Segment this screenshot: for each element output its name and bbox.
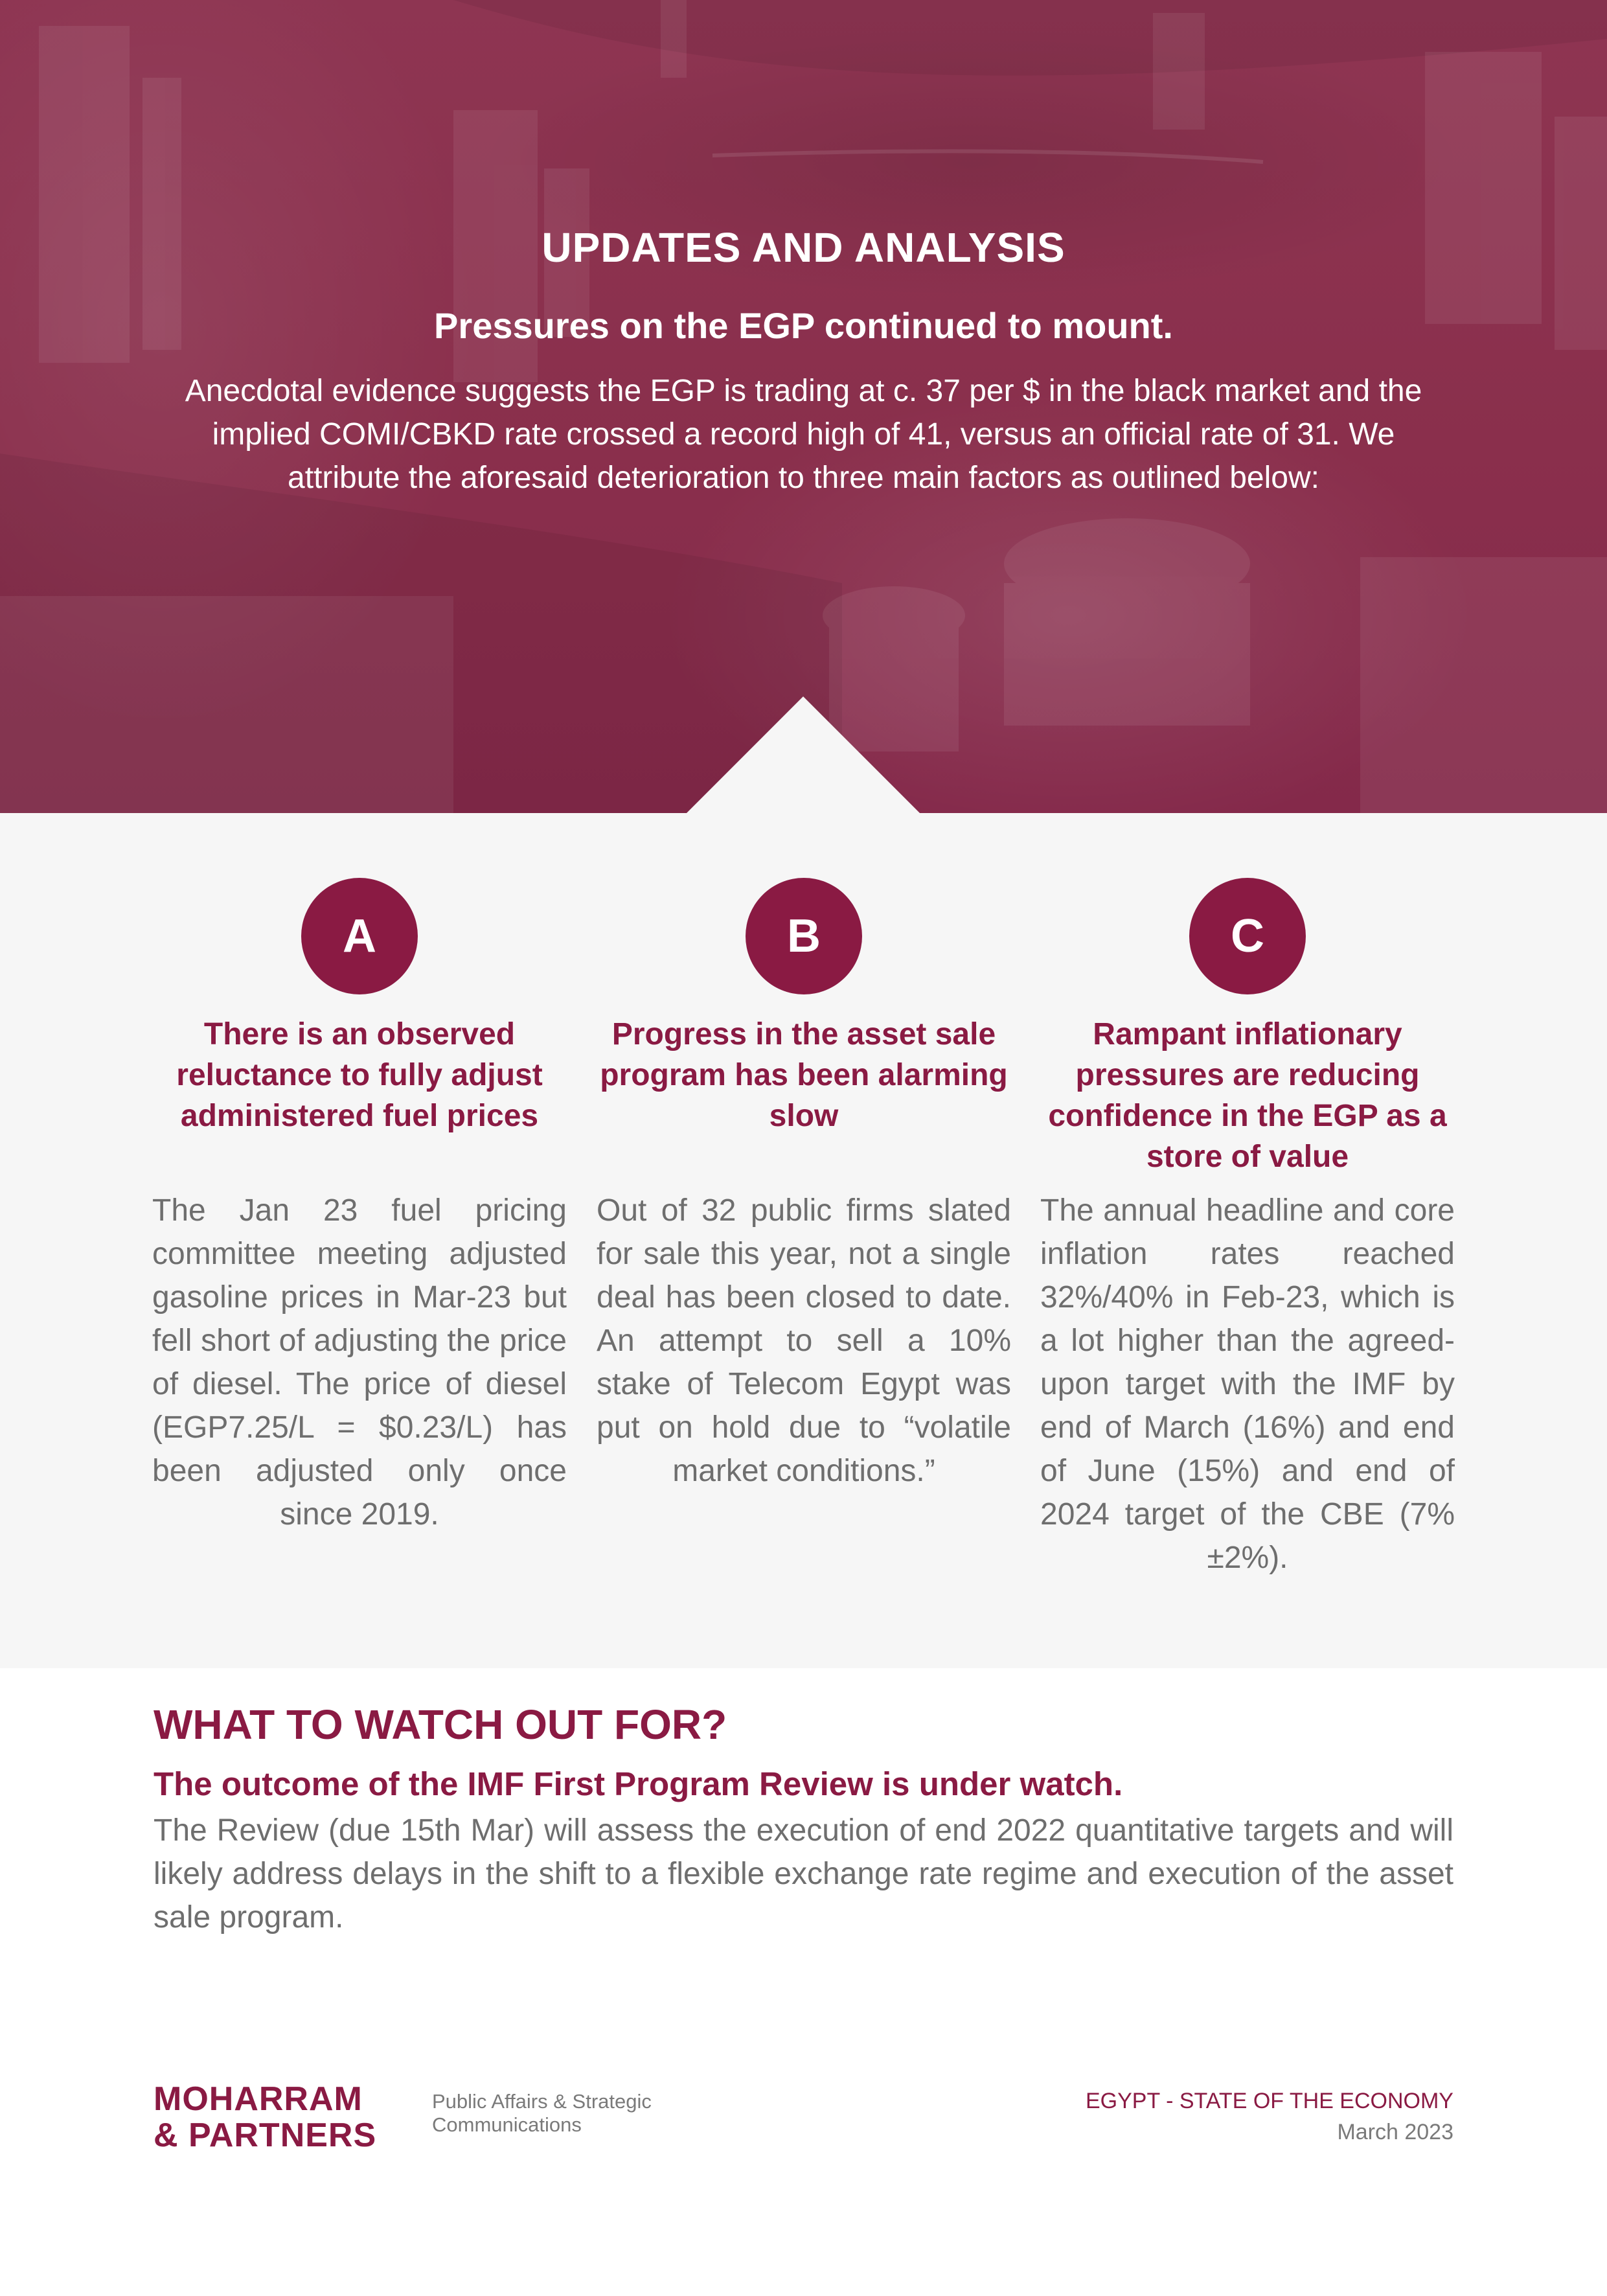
pointer-notch: [0, 693, 1607, 813]
company-logo: [154, 2081, 376, 2153]
hero-banner: [0, 0, 1607, 813]
page-title: UPDATES AND ANALYSIS: [541, 224, 1066, 271]
watch-body: The Review (due 15th Mar) will assess the execution of end 2022 quantitative targets and will likely address delays in the shift to a flexible exchange rate regime and execution of the asset sale program.: [154, 1813, 1453, 1934]
factor-badge-b: B: [746, 878, 862, 994]
factor-heading-b: Progress in the asset sale program has been alarming slow: [600, 1017, 1008, 1133]
factor-body-b: Out of 32 public firms slated for sale this year, not a single deal has been closed to date. An attempt to sell a 10% stake of Telecom Egypt was put on hold due to “volatile market conditions.”: [597, 1193, 1011, 1488]
factor-badge-a: A: [301, 878, 418, 994]
report-date: March 2023: [1337, 2120, 1453, 2144]
logo-line-1: MOHARRAM: [154, 2080, 363, 2118]
tagline-line-2: Communications: [432, 2113, 582, 2136]
hero-body: Anecdotal evidence suggests the EGP is trading at c. 37 per $ in the black market and the implied COMI/CBKD rate crossed a record high of 41, versus an official rate of 31. We attribute the aforesaid deterioration to three main factors as outlined below:: [185, 374, 1422, 495]
tagline-line-1: Public Affairs & Strategic: [432, 2090, 652, 2113]
factor-body-c: The annual headline and core inflation rates reached 32%/40% in Feb-23, which is a lot higher than the agreed-upon target with the IMF by end of March (16%) and end of June (15%) and end of 2024 target of the CBE (7% ±2%).: [1040, 1193, 1455, 1575]
company-tagline: [432, 2090, 652, 2137]
factor-badge-c: C: [1189, 878, 1306, 994]
factor-body-a: The Jan 23 fuel pricing committee meeting adjusted gasoline prices in Mar-23 but fell short of adjusting the price of diesel. The price of diesel (EGP7.25/L = $0.23/L) has been adjusted only once since 2019.: [152, 1193, 567, 1532]
factor-heading-a: There is an observed reluctance to fully adjust administered fuel prices: [176, 1017, 543, 1133]
factor-heading-c: Rampant inflationary pressures are reducing confidence in the EGP as a store of value: [1048, 1017, 1447, 1174]
report-title: EGYPT - STATE OF THE ECONOMY: [1086, 2089, 1453, 2113]
factors-panel: [0, 813, 1607, 1668]
hero-subtitle: Pressures on the EGP continued to mount.: [434, 305, 1173, 346]
logo-line-2: & PARTNERS: [154, 2117, 377, 2154]
watch-subtitle: The outcome of the IMF First Program Review is under watch.: [154, 1765, 1123, 1802]
watch-title: WHAT TO WATCH OUT FOR?: [154, 1701, 727, 1748]
